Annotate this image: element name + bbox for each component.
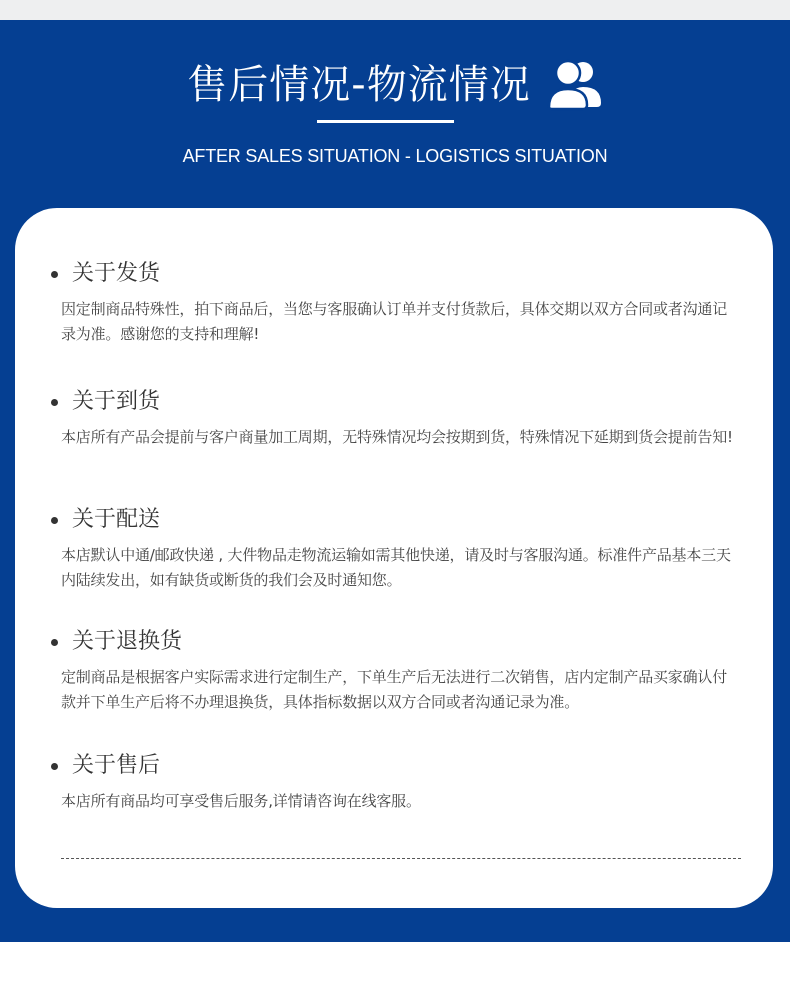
bullet-icon (51, 639, 58, 646)
section-shipping (51, 257, 741, 347)
section-heading (51, 749, 741, 783)
section-heading (51, 385, 741, 419)
dashed-divider (61, 858, 741, 859)
section-body: 因定制商品特殊性，拍下商品后，当您与客服确认订单并支付货款后，具体交期以双方合同或者沟通记录为准。感谢您的支持和理解! (61, 300, 728, 343)
bullet-icon (51, 271, 58, 278)
section-title: 关于退换货 (72, 629, 183, 654)
bullet-icon (51, 517, 58, 524)
section-title: 关于到货 (72, 389, 161, 414)
section-returns (51, 625, 741, 715)
content-card (15, 208, 773, 908)
section-arrival (51, 385, 741, 450)
section-after-sales (51, 749, 741, 814)
title-underline (317, 120, 454, 123)
users-icon (547, 59, 603, 111)
bullet-icon (51, 763, 58, 770)
section-title: 关于售后 (72, 753, 161, 778)
section-heading (51, 503, 741, 537)
bullet-icon (51, 399, 58, 406)
section-title: 关于发货 (72, 261, 161, 286)
section-body: 定制商品是根据客户实际需求进行定制生产，下单生产后无法进行二次销售，店内定制产品买家确认付款并下单生产后将不办理退换货，具体指标数据以双方合同或者沟通记录为准。 (61, 668, 728, 711)
section-body: 本店默认中通/邮政快递 , 大件物品走物流运输如需其他快递，请及时与客服沟通。标准件产品基本三天内陆续发出，如有缺货或断货的我们会及时通知您。 (61, 546, 731, 589)
section-heading (51, 257, 741, 291)
section-heading (51, 625, 741, 659)
page-title: 售后情况-物流情况 (187, 62, 531, 108)
section-title: 关于配送 (72, 507, 161, 532)
section-delivery (51, 503, 741, 593)
section-body: 本店所有商品均可享受售后服务,详情请咨询在线客服。 (61, 792, 421, 810)
section-body: 本店所有产品会提前与客户商量加工周期，无特殊情况均会按期到货，特殊情况下延期到货会提前告知! (61, 428, 733, 446)
header-title-row (0, 55, 790, 115)
top-strip (0, 0, 790, 20)
subtitle: AFTER SALES SITUATION - LOGISTICS SITUATION (182, 146, 608, 166)
